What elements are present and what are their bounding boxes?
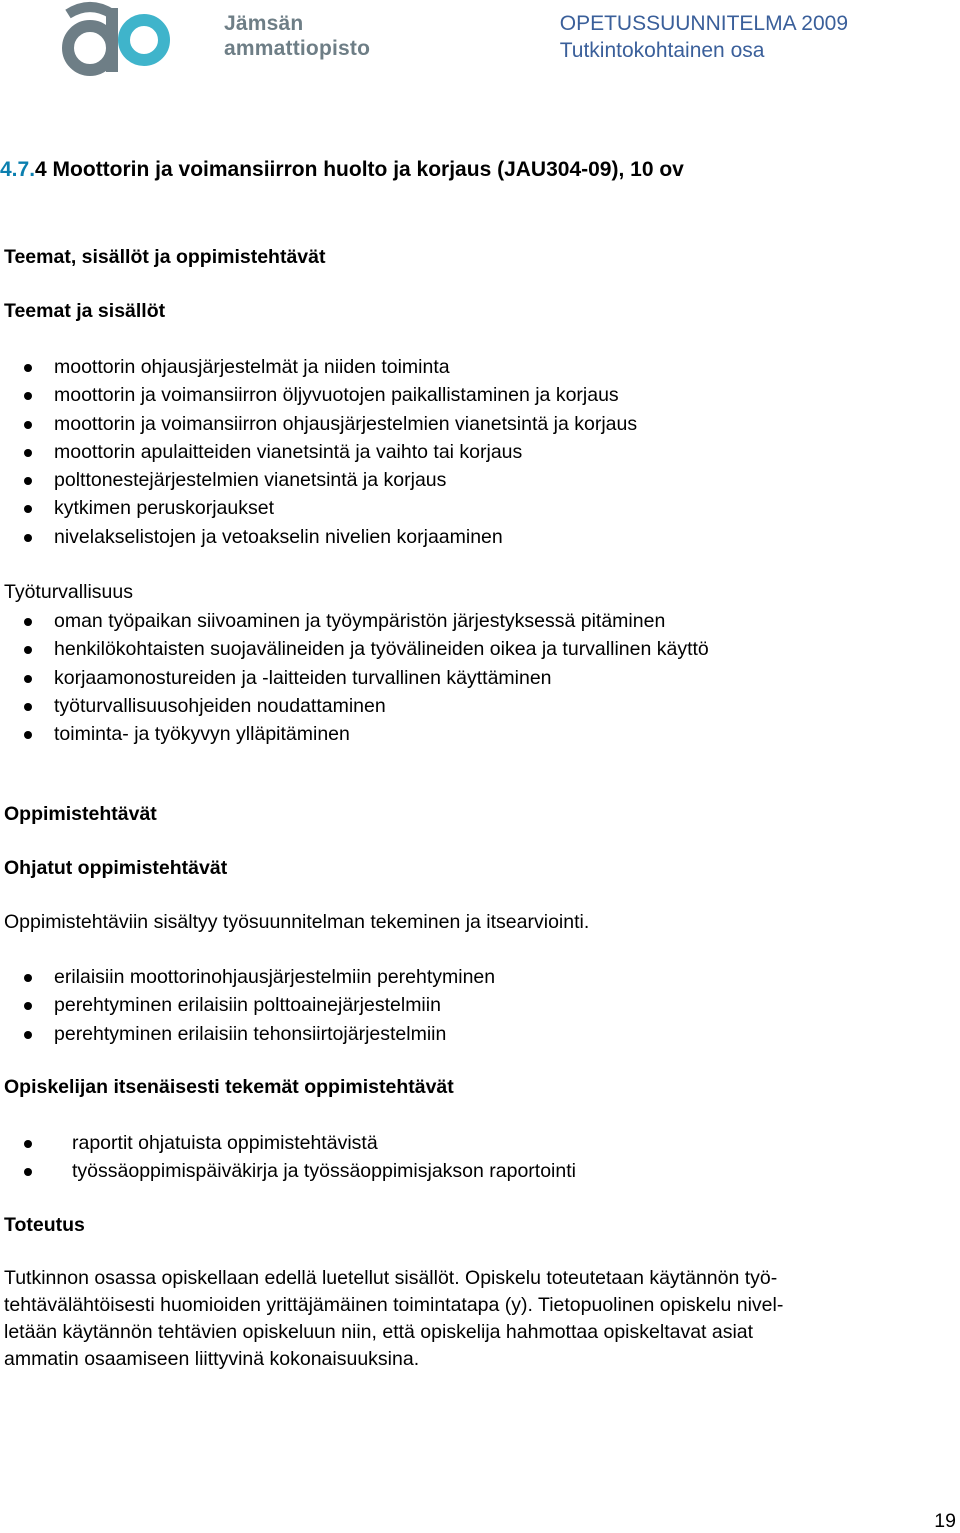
list-item: erilaisiin moottorinohjausjärjestelmiin perehtyminen xyxy=(0,963,495,991)
implementation-paragraph xyxy=(4,1265,944,1373)
document-title-line2: Tutkintokohtainen osa xyxy=(559,39,765,62)
list-item: kytkimen peruskorjaukset xyxy=(0,494,637,522)
list-item: nivelakselistojen ja vetoakselin nivelien korjaaminen xyxy=(0,523,637,551)
paragraph-line: ammatin osaamiseen liittyvinä kokonaisuuksina. xyxy=(4,1348,420,1370)
paragraph-line: letään käytännön tehtävien opiskeluun niin, että opiskelija hahmottaa opiskeltavat asiat xyxy=(4,1321,754,1343)
bullet-icon xyxy=(24,392,32,400)
document-title xyxy=(560,10,848,64)
heading-implementation: Toteutus xyxy=(4,1214,85,1236)
bullet-icon xyxy=(24,534,32,542)
paragraph-line: tehtävälähtöisesti huomioiden yrittäjämäinen toimintatapa (y). Tietopuolinen opiskelu nivel- xyxy=(4,1294,784,1316)
heading-independent: Opiskelijan itsenäisesti tekemät oppimistehtävät xyxy=(4,1076,454,1098)
heading-guided: Ohjatut oppimistehtävät xyxy=(4,857,228,879)
contents-list xyxy=(0,353,637,551)
list-item: henkilökohtaisten suojavälineiden ja työvälineiden oikea ja turvallinen käyttö xyxy=(0,635,709,663)
bullet-icon xyxy=(24,1002,32,1010)
bullet-icon xyxy=(24,703,32,711)
list-item: työssäoppimispäiväkirja ja työssäoppimisjakson raportointi xyxy=(0,1157,576,1185)
bullet-icon xyxy=(24,1031,32,1039)
list-item: polttonestejärjestelmien vianetsintä ja korjaus xyxy=(0,466,637,494)
guided-intro: Oppimistehtäviin sisältyy työsuunnitelman tekeminen ja itsearviointi. xyxy=(4,911,590,933)
list-item: moottorin ja voimansiirron öljyvuotojen paikallistaminen ja korjaus xyxy=(0,381,637,409)
list-item: moottorin ohjausjärjestelmät ja niiden toiminta xyxy=(0,353,637,381)
bullet-icon xyxy=(24,675,32,683)
list-item: moottorin ja voimansiirron ohjausjärjestelmien vianetsintä ja korjaus xyxy=(0,410,637,438)
bullet-icon xyxy=(24,1168,32,1176)
heading-tasks: Oppimistehtävät xyxy=(4,803,157,825)
logo-text-line1: Jämsän xyxy=(224,12,304,35)
heading-themes: Teemat, sisällöt ja oppimistehtävät xyxy=(4,246,326,268)
list-item: työturvallisuusohjeiden noudattaminen xyxy=(0,692,709,720)
bullet-icon xyxy=(24,477,32,485)
list-item: toiminta- ja työkyvyn ylläpitäminen xyxy=(0,720,709,748)
paragraph-line: Tutkinnon osassa opiskellaan edellä luetellut sisällöt. Opiskelu toteutetaan käytännön työ- xyxy=(4,1267,778,1289)
bullet-icon xyxy=(24,646,32,654)
bullet-icon xyxy=(24,974,32,982)
document-title-line1: OPETUSSUUNNITELMA 2009 xyxy=(559,12,848,35)
list-item: perehtyminen erilaisiin polttoainejärjestelmiin xyxy=(0,991,495,1019)
list-item: oman työpaikan siivoaminen ja työympäristön järjestyksessä pitäminen xyxy=(0,607,709,635)
logo-text-line2: ammattiopisto xyxy=(224,37,371,60)
page-header xyxy=(0,0,960,90)
heading-contents: Teemat ja sisällöt xyxy=(4,300,166,322)
guided-list xyxy=(0,963,495,1048)
section-number: 4.7. xyxy=(0,158,36,181)
safety-list xyxy=(0,607,709,748)
school-logo xyxy=(60,0,380,86)
page-number: 19 xyxy=(934,1510,956,1532)
logo-ao-mark xyxy=(60,0,170,86)
safety-label: Työturvallisuus xyxy=(4,581,133,603)
bullet-icon xyxy=(24,364,32,372)
bullet-icon xyxy=(24,731,32,739)
list-item: moottorin apulaitteiden vianetsintä ja vaihto tai korjaus xyxy=(0,438,637,466)
independent-list xyxy=(0,1129,576,1186)
list-item: korjaamonostureiden ja -laitteiden turvallinen käyttäminen xyxy=(0,664,709,692)
section-title-text: 4 Moottorin ja voimansiirron huolto ja korjaus (JAU304-09), 10 ov xyxy=(35,158,684,181)
section-title xyxy=(0,158,684,182)
list-item: raportit ohjatuista oppimistehtävistä xyxy=(0,1129,576,1157)
bullet-icon xyxy=(24,449,32,457)
list-item: perehtyminen erilaisiin tehonsiirtojärjestelmiin xyxy=(0,1020,495,1048)
bullet-icon xyxy=(24,618,32,626)
bullet-icon xyxy=(24,1140,32,1148)
bullet-icon xyxy=(24,505,32,513)
bullet-icon xyxy=(24,421,32,429)
